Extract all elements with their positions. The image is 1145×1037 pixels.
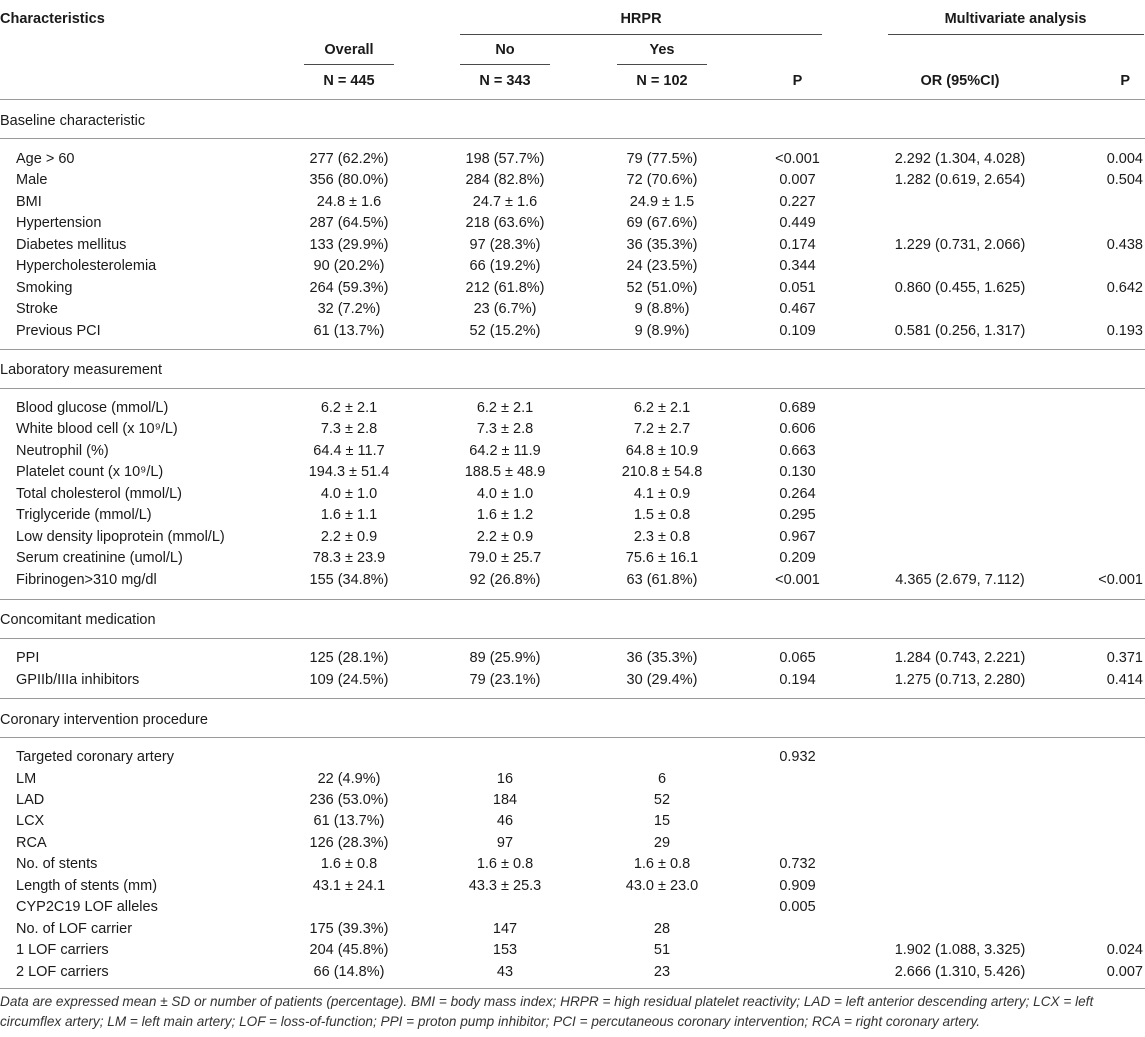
cell-overall: 356 (80.0%): [309, 172, 389, 189]
cell-no: 64.2 ± 11.9: [469, 442, 541, 459]
header-p2: P: [1120, 73, 1130, 89]
cell-p: 0.194: [779, 671, 816, 688]
row-label: Hypercholesterolemia: [16, 258, 157, 275]
cell-no: 97: [496, 834, 514, 851]
row-label: Targeted coronary artery: [16, 749, 174, 765]
cell-no: 153: [492, 942, 518, 958]
row-label: LM: [16, 770, 37, 787]
header-or: OR (95%CI): [920, 73, 1000, 89]
cell-or: 1.275 (0.713, 2.280): [894, 671, 1026, 688]
cell-overall: 277 (62.2%): [309, 151, 389, 167]
row-label: Male: [16, 172, 48, 189]
cell-p: 0.109: [779, 322, 816, 339]
table-row: [0, 962, 1145, 983]
cell-p2: 0.024: [1106, 942, 1143, 958]
table-row: [0, 648, 1145, 669]
row-label: Age > 60: [16, 151, 75, 167]
cell-or: 1.229 (0.731, 2.066): [894, 236, 1026, 253]
cell-no: 212 (61.8%): [465, 279, 545, 296]
table-row: [0, 278, 1145, 299]
cell-overall: 43.1 ± 24.1: [312, 877, 386, 894]
cell-no: 147: [492, 920, 518, 937]
cell-p: <0.001: [775, 151, 820, 167]
cell-p: 0.264: [779, 485, 816, 502]
cell-no: 23 (6.7%): [473, 301, 537, 318]
yes-underline: [617, 64, 707, 65]
cell-no: 97 (28.3%): [469, 236, 541, 253]
cell-yes: 29: [653, 834, 671, 851]
cell-yes: 4.1 ± 0.9: [633, 485, 691, 502]
cell-overall: 236 (53.0%): [309, 791, 389, 808]
table-row: [0, 256, 1145, 277]
cell-no: 24.7 ± 1.6: [472, 193, 538, 210]
cell-no: 79.0 ± 25.7: [468, 550, 542, 567]
table-row: [0, 897, 1145, 918]
cell-or: 1.284 (0.743, 2.221): [894, 650, 1026, 666]
cell-no: 198 (57.7%): [465, 151, 545, 167]
table-row: [0, 876, 1145, 897]
section-rule: [0, 737, 1145, 738]
cell-yes: 2.3 ± 0.8: [633, 528, 691, 545]
cell-yes: 24 (23.5%): [626, 258, 698, 275]
cell-yes: 75.6 ± 16.1: [625, 550, 699, 567]
cell-no: 1.6 ± 0.8: [476, 856, 534, 873]
cell-or: 0.581 (0.256, 1.317): [894, 322, 1026, 339]
cell-or: 2.666 (1.310, 5.426): [894, 963, 1026, 980]
cell-or: 4.365 (2.679, 7.112): [895, 571, 1025, 588]
row-label: No. of LOF carrier: [16, 920, 133, 937]
cell-or: 1.282 (0.619, 2.654): [894, 172, 1026, 189]
cell-or: 0.860 (0.455, 1.625): [894, 279, 1026, 296]
cell-yes: 36 (35.3%): [626, 236, 698, 253]
section-rule: [0, 698, 1145, 699]
header-n-overall: N = 445: [323, 73, 375, 89]
table-row: [0, 769, 1145, 790]
overall-underline: [304, 64, 394, 65]
table-row: [0, 790, 1145, 811]
cell-yes: 79 (77.5%): [626, 151, 698, 167]
cell-p2: 0.007: [1106, 963, 1143, 980]
cell-overall: 32 (7.2%): [317, 301, 381, 318]
table-row: [0, 747, 1145, 768]
cell-overall: 1.6 ± 1.1: [320, 507, 378, 524]
row-label: Previous PCI: [16, 322, 101, 339]
cell-no: 2.2 ± 0.9: [476, 528, 534, 545]
cell-yes: 24.9 ± 1.5: [629, 193, 695, 210]
table-bottom-rule: [0, 988, 1145, 989]
multivariate-underline: [888, 34, 1144, 35]
cell-no: 1.6 ± 1.2: [476, 507, 534, 524]
cell-or: 2.292 (1.304, 4.028): [894, 151, 1026, 167]
cell-overall: 7.3 ± 2.8: [320, 421, 378, 438]
table-row: [0, 919, 1145, 940]
row-label: CYP2C19 LOF alleles: [16, 899, 158, 916]
cell-yes: 30 (29.4%): [626, 671, 698, 688]
cell-no: 284 (82.8%): [465, 172, 545, 189]
table-row: [0, 398, 1145, 419]
cell-yes: 69 (67.6%): [626, 215, 698, 232]
row-label: Smoking: [16, 279, 73, 296]
cell-overall: 4.0 ± 1.0: [320, 485, 378, 502]
cell-overall: 287 (64.5%): [309, 215, 389, 232]
cell-no: 46: [496, 813, 514, 830]
cell-no: 52 (15.2%): [469, 322, 541, 339]
cell-no: 218 (63.6%): [465, 215, 545, 232]
hrpr-underline: [460, 34, 822, 35]
cell-p: 0.174: [779, 236, 816, 253]
header-characteristics: Characteristics: [0, 11, 105, 27]
table-row: [0, 149, 1145, 170]
table-row: [0, 419, 1145, 440]
header-n-yes: N = 102: [636, 73, 688, 89]
cell-p: 0.130: [779, 464, 816, 481]
table-row: [0, 527, 1145, 548]
cell-yes: 72 (70.6%): [626, 172, 698, 189]
section-title: Baseline characteristic: [0, 113, 146, 129]
footnote: Data are expressed mean ± SD or number of patients (percentage). BMI = body mass index; HRPR = high residual platelet reactivity; LAD = left anterior descending artery; LCX = left circumflex artery; LM = left main artery; LOF = loss-of-function; PPI = proton pump inhibitor; PCI = percutaneous coronary intervention; RCA = right coronary artery.: [0, 994, 1094, 1029]
row-label: GPIIb/IIIa inhibitors: [16, 671, 140, 688]
cell-p: 0.065: [779, 650, 816, 666]
cell-yes: 52 (51.0%): [626, 279, 698, 296]
section-rule: [0, 138, 1145, 139]
table-row: [0, 854, 1145, 875]
cell-overall: 90 (20.2%): [313, 258, 385, 275]
cell-p2: 0.414: [1106, 671, 1143, 688]
cell-yes: 6: [657, 770, 667, 787]
cell-p: 0.606: [779, 421, 816, 438]
header-n-no: N = 343: [479, 73, 531, 89]
section-rule: [0, 599, 1145, 600]
cell-p: 0.732: [779, 856, 816, 873]
cell-p: <0.001: [775, 571, 820, 588]
row-label: PPI: [16, 650, 40, 666]
cell-overall: 24.8 ± 1.6: [316, 193, 382, 210]
cell-yes: 7.2 ± 2.7: [633, 421, 691, 438]
cell-p: 0.663: [779, 442, 816, 459]
cell-yes: 210.8 ± 54.8: [621, 464, 703, 481]
row-label: Stroke: [16, 301, 58, 318]
header-p: P: [792, 73, 803, 89]
cell-overall: 125 (28.1%): [309, 650, 389, 666]
row-label: Diabetes mellitus: [16, 236, 127, 253]
section-rule: [0, 388, 1145, 389]
cell-yes: 6.2 ± 2.1: [633, 400, 691, 416]
row-label: Neutrophil (%): [16, 442, 109, 459]
cell-overall: 22 (4.9%): [317, 770, 381, 787]
cell-p2: 0.371: [1106, 650, 1143, 666]
cell-p: 0.051: [779, 279, 816, 296]
row-label: Total cholesterol (mmol/L): [16, 485, 182, 502]
header-row-1: [0, 9, 1145, 30]
cell-no: 188.5 ± 48.9: [464, 464, 546, 481]
header-row-2: [0, 40, 1145, 61]
table-row: [0, 484, 1145, 505]
cell-no: 89 (25.9%): [469, 650, 541, 666]
table-row: [0, 441, 1145, 462]
cell-p: 0.932: [779, 749, 816, 765]
row-label: Platelet count (x 10⁹/L): [16, 464, 164, 481]
cell-yes: 52: [653, 791, 671, 808]
row-label: 2 LOF carriers: [16, 963, 109, 980]
cell-p: 0.967: [779, 528, 816, 545]
cell-no: 66 (19.2%): [469, 258, 541, 275]
cell-overall: 61 (13.7%): [313, 813, 385, 830]
cell-yes: 36 (35.3%): [626, 650, 698, 666]
table-row: [0, 213, 1145, 234]
header-hrpr: HRPR: [620, 11, 662, 27]
cell-p: 0.689: [779, 400, 816, 416]
cell-yes: 9 (8.9%): [634, 322, 690, 339]
cell-p2: <0.001: [1098, 571, 1143, 588]
header-no: No: [495, 42, 515, 58]
cell-yes: 63 (61.8%): [626, 571, 698, 588]
cell-yes: 15: [653, 813, 671, 830]
cell-no: 4.0 ± 1.0: [476, 485, 534, 502]
table-row: [0, 670, 1145, 691]
row-label: Hypertension: [16, 215, 102, 232]
cell-p: 0.227: [779, 193, 816, 210]
cell-p: 0.005: [779, 899, 816, 916]
cell-no: 79 (23.1%): [469, 671, 541, 688]
row-label: Triglyceride (mmol/L): [16, 507, 152, 524]
table-row: [0, 235, 1145, 256]
cell-overall: 133 (29.9%): [309, 236, 389, 253]
section-rule: [0, 349, 1145, 350]
cell-overall: 78.3 ± 23.9: [312, 550, 386, 567]
cell-overall: 1.6 ± 0.8: [320, 856, 378, 873]
row-label: Blood glucose (mmol/L): [16, 400, 169, 416]
row-label: 1 LOF carriers: [16, 942, 109, 958]
cell-overall: 109 (24.5%): [309, 671, 389, 688]
table-row: [0, 321, 1145, 342]
row-label: Fibrinogen>310 mg/dl: [16, 571, 157, 588]
cell-yes: 28: [653, 920, 671, 937]
cell-no: 43: [496, 963, 514, 980]
cell-overall: 155 (34.8%): [309, 571, 389, 588]
cell-or: 1.902 (1.088, 3.325): [894, 942, 1026, 958]
cell-p: 0.007: [779, 172, 816, 189]
cell-p: 0.909: [779, 877, 816, 894]
table-row: [0, 170, 1145, 191]
table-row: [0, 192, 1145, 213]
cell-p2: 0.004: [1106, 151, 1143, 167]
cell-overall: 264 (59.3%): [309, 279, 389, 296]
cell-overall: 175 (39.3%): [309, 920, 389, 937]
cell-p2: 0.193: [1106, 322, 1143, 339]
section-title: Laboratory measurement: [0, 362, 162, 378]
cell-no: 6.2 ± 2.1: [476, 400, 534, 416]
row-label: No. of stents: [16, 856, 98, 873]
cell-yes: 23: [653, 963, 671, 980]
cell-p: 0.295: [779, 507, 816, 524]
cell-p2: 0.438: [1106, 236, 1143, 253]
table-row: [0, 940, 1145, 961]
cell-no: 7.3 ± 2.8: [476, 421, 534, 438]
cell-overall: 66 (14.8%): [313, 963, 385, 980]
table-row: [0, 548, 1145, 569]
header-overall: Overall: [324, 42, 374, 58]
cell-yes: 1.5 ± 0.8: [633, 507, 691, 524]
row-label: Length of stents (mm): [16, 877, 158, 894]
cell-no: 43.3 ± 25.3: [468, 877, 542, 894]
row-label: LAD: [16, 791, 45, 808]
cell-yes: 64.8 ± 10.9: [625, 442, 699, 459]
cell-no: 16: [496, 770, 514, 787]
row-label: LCX: [16, 813, 45, 830]
cell-yes: 51: [653, 942, 671, 958]
table-row: [0, 811, 1145, 832]
table-row: [0, 462, 1145, 483]
cell-overall: 61 (13.7%): [313, 322, 385, 339]
no-underline: [460, 64, 550, 65]
cell-yes: 1.6 ± 0.8: [633, 856, 691, 873]
cell-yes: 43.0 ± 23.0: [625, 877, 699, 894]
cell-yes: 9 (8.8%): [634, 301, 690, 318]
header-yes: Yes: [649, 42, 675, 58]
header-bottom-rule: [0, 99, 1145, 100]
row-label: White blood cell (x 10⁹/L): [16, 421, 178, 438]
header-multivariate: Multivariate analysis: [944, 11, 1087, 27]
cell-no: 92 (26.8%): [469, 571, 541, 588]
cell-overall: 2.2 ± 0.9: [320, 528, 378, 545]
cell-overall: 194.3 ± 51.4: [308, 464, 390, 481]
table-row: [0, 833, 1145, 854]
cell-p2: 0.504: [1106, 172, 1143, 189]
cell-overall: 64.4 ± 11.7: [313, 442, 385, 459]
section-rule: [0, 638, 1145, 639]
cell-p2: 0.642: [1106, 279, 1143, 296]
cell-overall: 126 (28.3%): [309, 834, 389, 851]
section-title: Concomitant medication: [0, 612, 156, 628]
row-label: RCA: [16, 834, 47, 851]
cell-overall: 204 (45.8%): [309, 942, 389, 958]
row-label: Low density lipoprotein (mmol/L): [16, 528, 225, 545]
cell-p: 0.449: [779, 215, 816, 232]
row-label: Serum creatinine (umol/L): [16, 550, 183, 567]
table-row: [0, 570, 1145, 591]
cell-overall: 6.2 ± 2.1: [320, 400, 378, 416]
section-title: Coronary intervention procedure: [0, 712, 208, 728]
cell-p: 0.467: [779, 301, 816, 318]
table-row: [0, 299, 1145, 320]
cell-no: 184: [492, 791, 518, 808]
cell-p: 0.209: [779, 550, 816, 567]
row-label: BMI: [16, 193, 42, 210]
table-row: [0, 505, 1145, 526]
header-row-3: [0, 71, 1145, 92]
cell-p: 0.344: [779, 258, 816, 275]
